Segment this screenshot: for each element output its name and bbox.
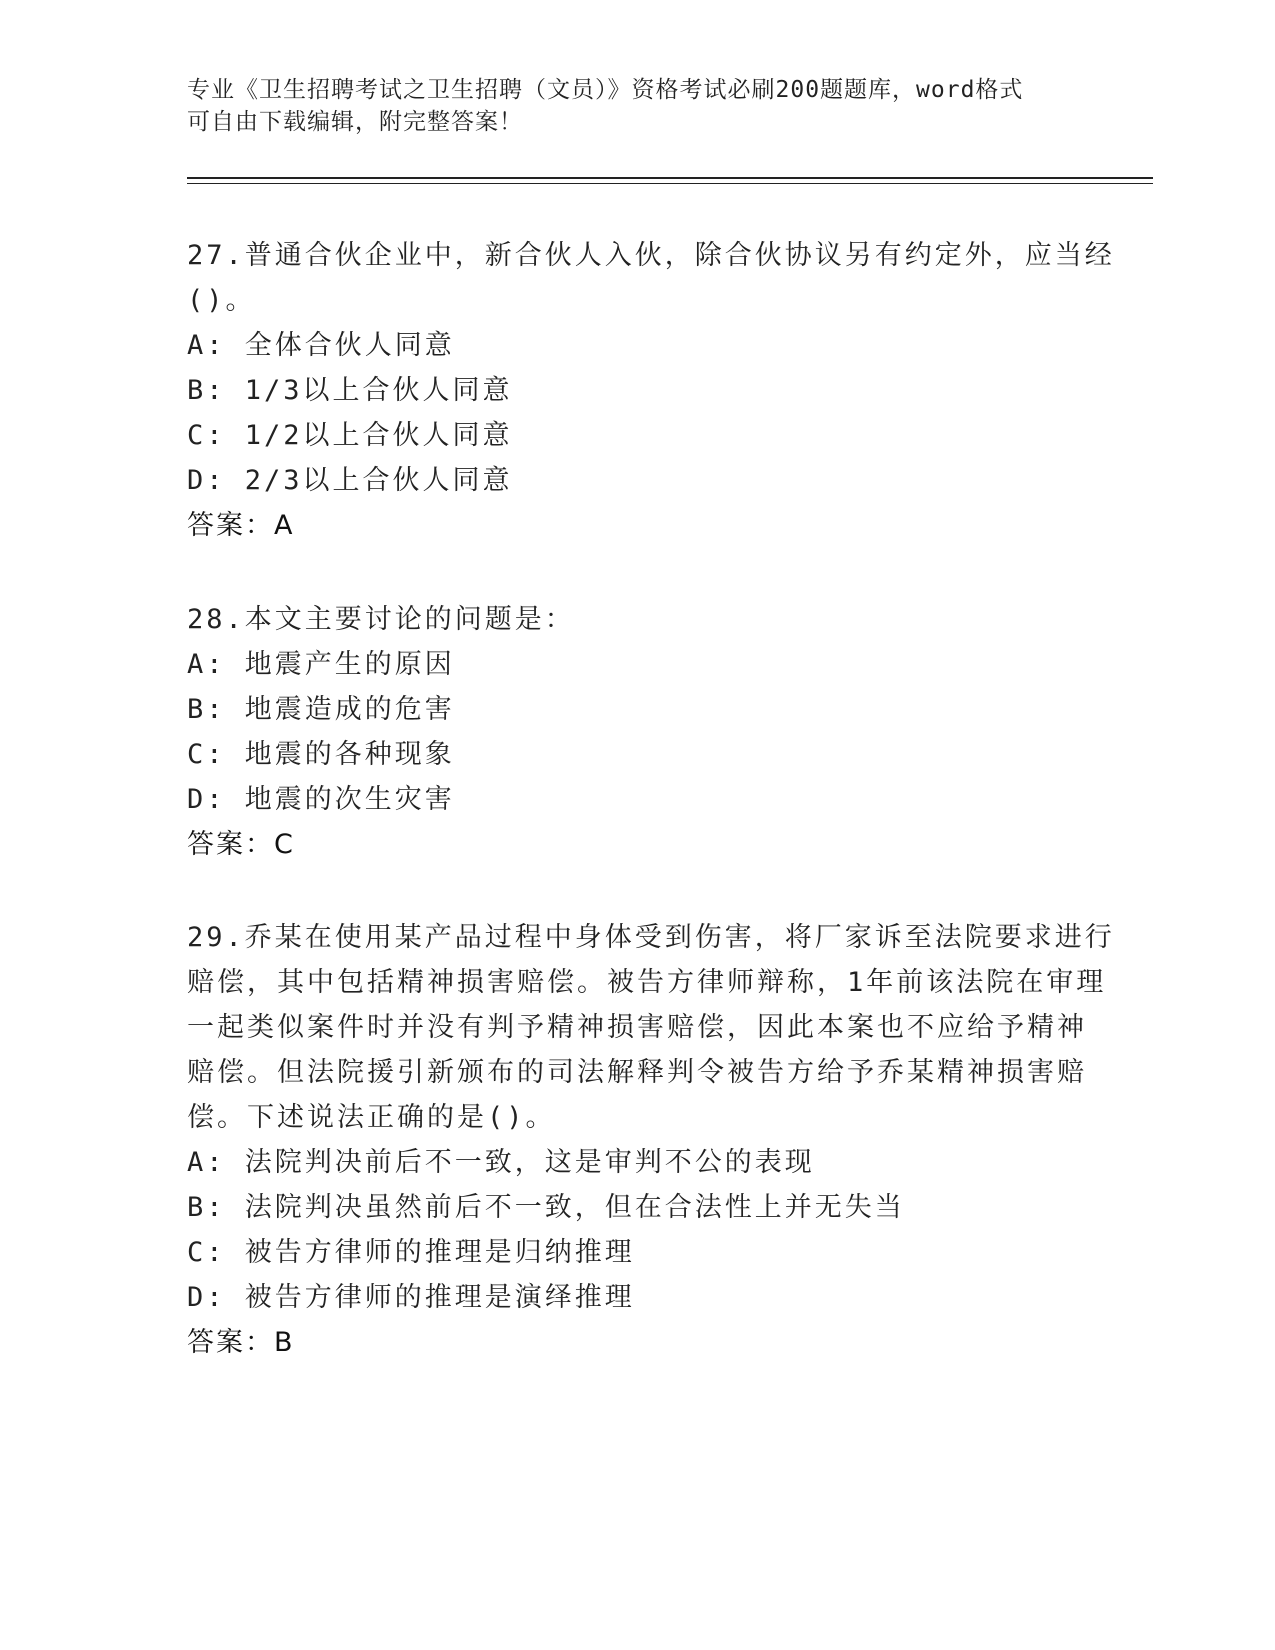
answer: 答案：B [187,1327,295,1358]
option-d: D: 被告方律师的推理是演绎推理 [187,1282,635,1313]
question-stem [187,233,1115,323]
question-stem-line: 27.普通合伙企业中，新合伙人入伙，除合伙协议另有约定外，应当经 [187,240,1115,271]
question-stem-line: 29.乔某在使用某产品过程中身体受到伤害，将厂家诉至法院要求进行 [187,922,1115,953]
option-a: A: 法院判决前后不一致，这是审判不公的表现 [187,1147,815,1178]
header-title-line-1: 专业《卫生招聘考试之卫生招聘（文员）》资格考试必刷200题题库，word格式 [187,77,1024,103]
question-stem-line: 28.本文主要讨论的问题是： [187,604,575,635]
question-stem-line: 赔偿，其中包括精神损害赔偿。被告方律师辩称，1年前该法院在审理 [187,967,1107,998]
option-c: C: 1/2以上合伙人同意 [187,420,513,451]
question-27 [187,233,1115,548]
header-title-line-2: 可自由下载编辑，附完整答案！ [187,109,523,135]
option-a: A: 全体合伙人同意 [187,330,455,361]
option-b: B: 地震造成的危害 [187,694,455,725]
option-b: B: 法院判决虽然前后不一致，但在合法性上并无失当 [187,1192,905,1223]
question-stem-line: ()。 [187,285,256,316]
document-header [187,74,1077,138]
answer: 答案：C [187,829,295,860]
answer: 答案：A [187,510,295,541]
option-d: D: 2/3以上合伙人同意 [187,465,513,496]
question-stem-line: 一起类似案件时并没有判予精神损害赔偿，因此本案也不应给予精神 [187,1012,1087,1043]
option-c: C: 被告方律师的推理是归纳推理 [187,1237,635,1268]
option-b: B: 1/3以上合伙人同意 [187,375,513,406]
question-28 [187,597,1087,867]
question-29 [187,915,1115,1365]
option-d: D: 地震的次生灾害 [187,784,455,815]
option-a: A: 地震产生的原因 [187,649,455,680]
question-stem [187,915,1115,1140]
header-divider-thin [187,183,1153,184]
question-stem-line: 偿。下述说法正确的是()。 [187,1102,556,1133]
question-stem-line: 赔偿。但法院援引新颁布的司法解释判令被告方给予乔某精神损害赔 [187,1057,1087,1088]
header-divider-thick [187,177,1153,179]
question-stem [187,597,1087,642]
option-c: C: 地震的各种现象 [187,739,455,770]
